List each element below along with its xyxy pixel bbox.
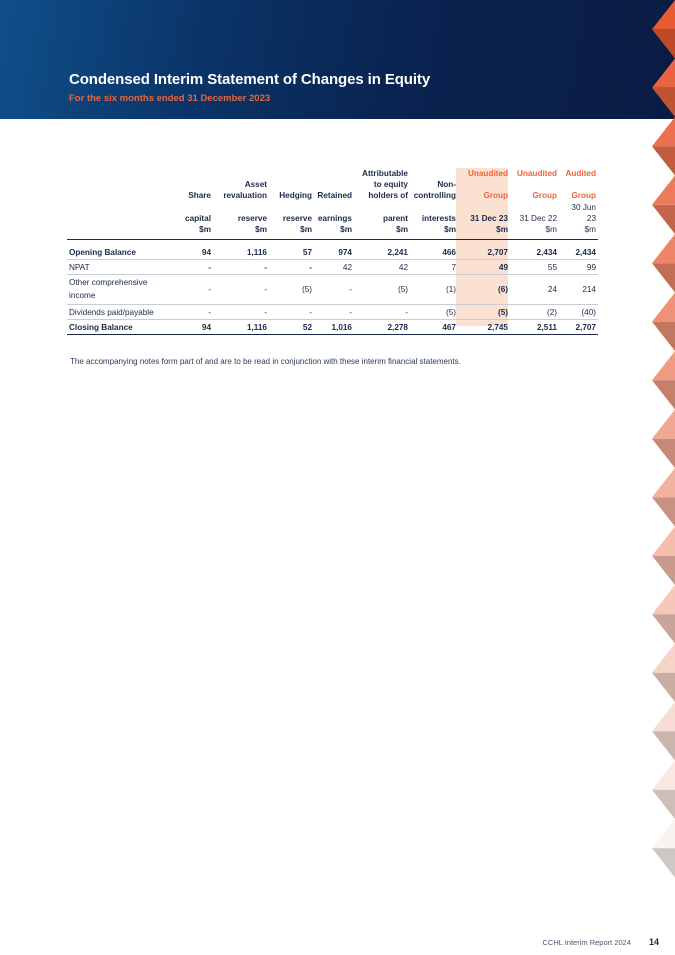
chevron-segment-light: [652, 234, 675, 263]
chevron-segment-light: [652, 702, 675, 731]
cell: 466: [410, 245, 458, 260]
cell: -: [167, 305, 213, 320]
cell: 55: [510, 260, 559, 275]
col-hedging-unit: $m: [269, 224, 314, 240]
cell: (40): [559, 305, 598, 320]
chevron-segment-light: [652, 410, 675, 439]
cell: 52: [269, 320, 314, 335]
cell: -: [167, 260, 213, 275]
chevron-segment-dark: [652, 731, 675, 760]
cell: (5): [269, 275, 314, 305]
col-asset-l2: revaluation: [223, 191, 267, 201]
col-nci-l3: interests: [421, 213, 456, 223]
col-nci-unit: $m: [410, 224, 458, 240]
page-title: Condensed Interim Statement of Changes in Equity: [69, 71, 431, 88]
chevron-segment-dark: [652, 439, 675, 468]
col-dec23-unit: $m: [458, 224, 510, 240]
col-attrib-l1: Attributable: [362, 169, 408, 178]
cell: 974: [314, 245, 354, 260]
cell: 42: [314, 260, 354, 275]
col-asset-l3: reserve: [237, 213, 267, 223]
cell: 94: [167, 320, 213, 335]
chevron-segment-dark: [652, 556, 675, 585]
col-dec23-l2: 31 Dec 23: [470, 213, 508, 223]
col-share-l1: Share: [188, 191, 211, 201]
cell: (5): [410, 305, 458, 320]
col-share-l2: capital: [185, 213, 211, 223]
col-jun23-l1: Group: [571, 191, 596, 201]
chevron-segment-light: [652, 527, 675, 556]
chevron-segment-light: [652, 644, 675, 673]
cell: 1,116: [213, 320, 269, 335]
cell: -: [167, 275, 213, 305]
report-name: CCHL Interim Report 2024: [542, 938, 631, 947]
col-hedging-l1: Hedging: [279, 191, 312, 201]
chevron-segment-light: [652, 585, 675, 614]
cell: 99: [559, 260, 598, 275]
col-dec22-l2: 31 Dec 22: [519, 213, 557, 223]
table-row-dividends: [67, 305, 598, 320]
page-number: 14: [648, 937, 659, 947]
row-label-line1: Other comprehensive: [69, 278, 148, 288]
status-row: [67, 168, 598, 179]
col-dec22-unit: $m: [510, 224, 559, 240]
col-nci-l2: controlling: [413, 191, 456, 201]
col-retained-unit: $m: [314, 224, 354, 240]
cell: -: [354, 305, 410, 320]
chevron-segment-dark: [652, 673, 675, 702]
cell: (2): [510, 305, 559, 320]
chevron-segment-light: [652, 117, 675, 146]
status-label-jun23: Audited: [565, 169, 596, 178]
chevron-segment-dark: [652, 614, 675, 643]
col-share-unit: $m: [167, 224, 213, 240]
chevron-segment-dark: [652, 146, 675, 175]
chevron-segment-dark: [652, 380, 675, 409]
cell: (5): [458, 305, 510, 320]
cell: 2,278: [354, 320, 410, 335]
cell: -: [269, 305, 314, 320]
chevron-segment-light: [652, 761, 675, 790]
chevron-segment-dark: [652, 205, 675, 234]
col-asset-l1: Asset: [244, 180, 267, 190]
cell: -: [314, 275, 354, 305]
col-jun23-l2: 30 Jun 23: [571, 202, 596, 223]
row-label-line2: income: [69, 291, 96, 301]
col-attrib-l4: parent: [382, 213, 408, 223]
row-label: Dividends paid/payable: [67, 305, 167, 320]
col-retained-l2: earnings: [317, 213, 352, 223]
table-row-other-comprehensive-income: [67, 275, 598, 305]
col-attrib-unit: $m: [354, 224, 410, 240]
col-retained-l1: Retained: [317, 191, 352, 201]
chevron-segment-light: [652, 293, 675, 322]
cell: 1,016: [314, 320, 354, 335]
chevron-segment-dark: [652, 263, 675, 292]
cell: (5): [354, 275, 410, 305]
status-label-dec22: Unaudited: [516, 169, 557, 178]
cell: (6): [458, 275, 510, 305]
equity-table: [67, 168, 598, 335]
chevron-segment-light: [652, 351, 675, 380]
col-nci-l1: Non-: [437, 180, 456, 190]
cell: (1): [410, 275, 458, 305]
cell: -: [213, 275, 269, 305]
cell: -: [213, 305, 269, 320]
status-label-dec23: Unaudited: [467, 169, 508, 178]
cell: 2,434: [510, 245, 559, 260]
cell: 1,116: [213, 245, 269, 260]
col-hedging-l2: reserve: [282, 213, 312, 223]
table-row-npat: [67, 260, 598, 275]
cell: 42: [354, 260, 410, 275]
footnote: The accompanying notes form part of and are to be read in conjunction with these interim financial statements.: [70, 357, 461, 366]
chevron-segment-light: [652, 468, 675, 497]
row-label: Closing Balance: [67, 320, 167, 335]
col-dec22-l1: Group: [532, 191, 557, 201]
chevron-segment-light: [652, 176, 675, 205]
cell: 24: [510, 275, 559, 305]
page-subtitle: For the six months ended 31 December 2023: [69, 93, 271, 104]
chevron-segment-dark: [652, 322, 675, 351]
cell: -: [213, 260, 269, 275]
cell: -: [269, 260, 314, 275]
cell: 214: [559, 275, 598, 305]
chevron-segment-dark: [652, 790, 675, 819]
col-jun23-unit: $m: [559, 224, 598, 240]
cell: -: [314, 305, 354, 320]
chevron-segment-dark: [652, 497, 675, 526]
cell: 2,511: [510, 320, 559, 335]
col-dec23-l1: Group: [483, 191, 508, 201]
row-label: NPAT: [67, 260, 167, 275]
cell: 2,241: [354, 245, 410, 260]
chevron-segment-light: [652, 819, 675, 848]
col-asset-unit: $m: [213, 224, 269, 240]
row-label: Opening Balance: [67, 245, 167, 260]
cell: 2,707: [559, 320, 598, 335]
cell: 94: [167, 245, 213, 260]
col-attrib-l3: holders of: [368, 191, 408, 201]
cell: 2,745: [458, 320, 510, 335]
cell: 49: [458, 260, 510, 275]
col-attrib-l2: to equity: [373, 180, 408, 190]
chevron-segment-dark: [652, 848, 675, 877]
cell: 467: [410, 320, 458, 335]
row-label: [67, 275, 167, 305]
table-row-opening-balance: [67, 245, 598, 260]
table-row-closing-balance: [67, 320, 598, 335]
cell: 2,434: [559, 245, 598, 260]
cell: 57: [269, 245, 314, 260]
cell: 7: [410, 260, 458, 275]
cell: 2,707: [458, 245, 510, 260]
